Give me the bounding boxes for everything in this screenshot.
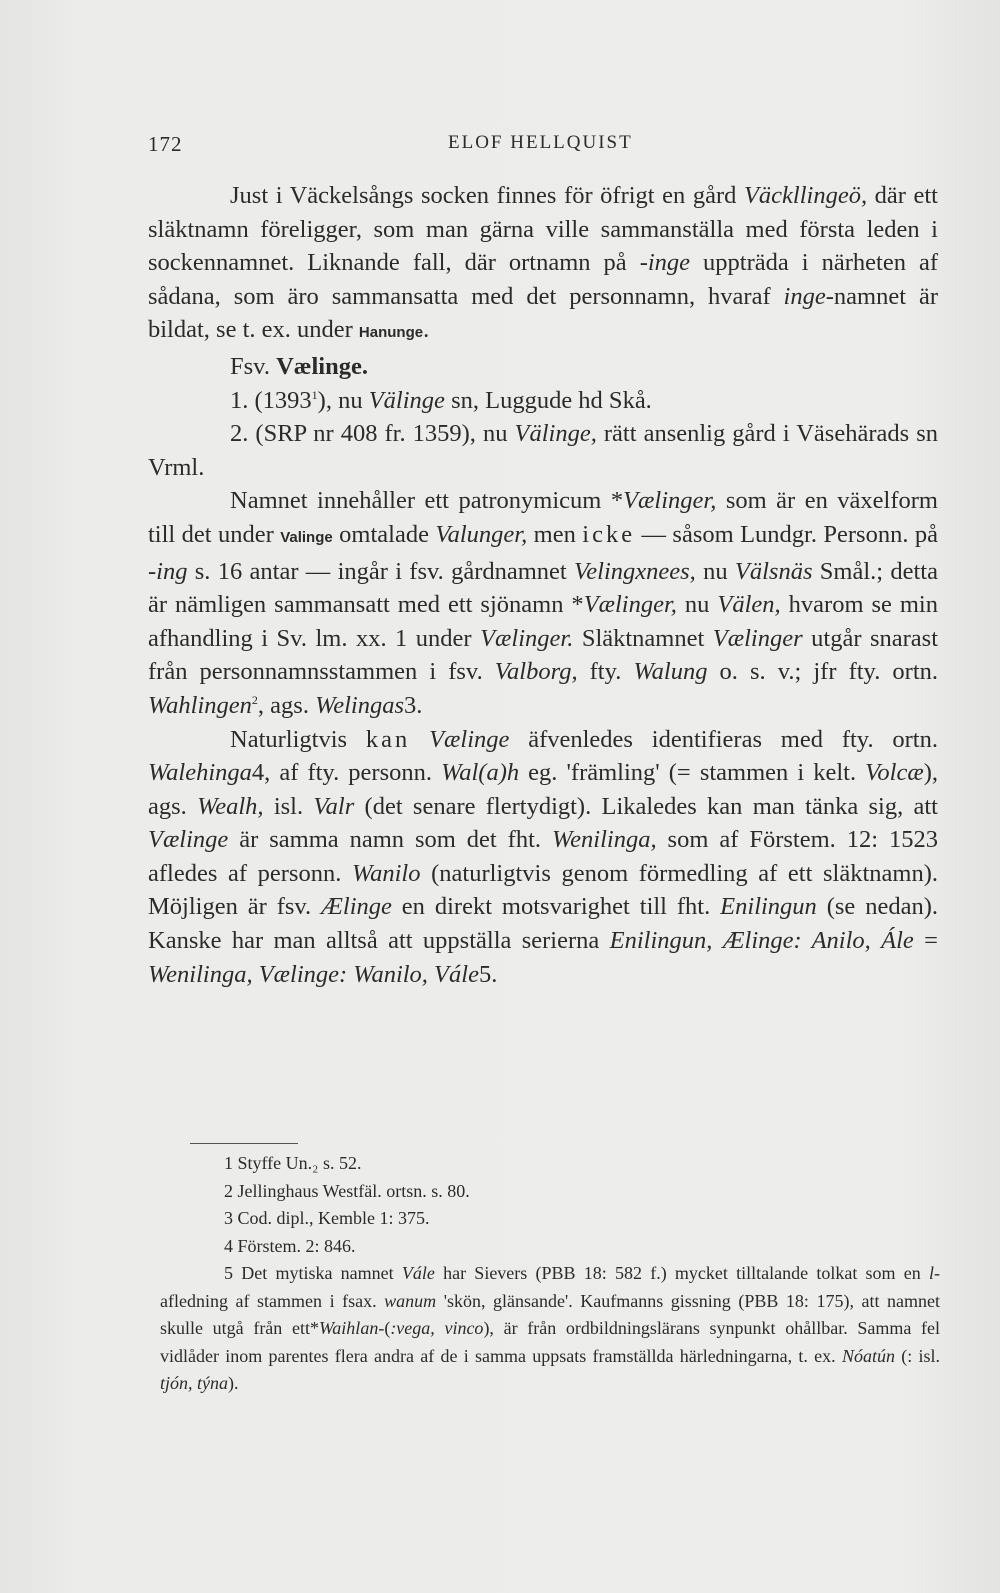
text-span: eg. 'främling' (= stammen i kelt. [519, 759, 866, 787]
italic-span: Vælinger, [583, 591, 677, 619]
italic-span: Nóatún [841, 1345, 895, 1366]
text-span: nu [695, 557, 735, 585]
italic-span: wanum [384, 1290, 437, 1311]
text-span: (: isl. [894, 1345, 940, 1366]
text-span: -namnet är bildat, se t. ex. under [148, 282, 938, 344]
italic-span: tjón, týna [160, 1373, 228, 1393]
text-span: nu [676, 591, 718, 619]
text-span: där ett släktnamn föreligger, som man gärna ville sammanställa med första leden i sockennamnet. Liknande fall, där ortnamn på [148, 182, 938, 277]
italic-span: Välsnäs [734, 557, 813, 585]
text-span: , ags. [257, 691, 316, 719]
page-number: 172 [148, 132, 183, 156]
text-span: s. 16 antar — ingår i fsv. gårdnamnet [187, 557, 575, 585]
cross-reference: Valinge [280, 528, 333, 546]
text-span: ). [228, 1373, 239, 1393]
text-span: 4, af fty. personn. [251, 759, 442, 787]
italic-span: Wenilinga, [551, 826, 657, 854]
italic-span: Valborg, [494, 658, 578, 686]
italic-span: Väckllingeö, [743, 182, 868, 209]
text-span: (det senare flertydigt). Likaledes kan man tänka sig, att [354, 792, 938, 820]
main-text [148, 179, 938, 991]
italic-span: Vále [401, 1263, 435, 1283]
text-span: 'skön, glänsande'. Kaufmanns gissning (PBB 18: 175), att namnet skulle utgå från ett* [160, 1290, 941, 1338]
text-span: hvarom se min afhandling i Sv. lm. xx. 1 under [148, 591, 938, 652]
text-span: har Sievers (PBB 18: 582 f.) mycket tilltalande tolkat som en [434, 1263, 929, 1283]
italic-span: Wenilinga, Vælinge: Wanilo, Vále [148, 960, 479, 988]
italic-span: Wahlingen [148, 691, 252, 719]
footnote-3: 3 Cod. dipl., Kemble 1: 375. [224, 1208, 430, 1228]
spaced-emphasis: kan [365, 725, 411, 753]
footnote-1: 1 Styffe Un.₂ s. 52. [224, 1153, 362, 1173]
paragraph-2 [148, 484, 938, 722]
italic-span: Enilingun [720, 893, 817, 921]
footnote-2: 2 Jellinghaus Westfäl. ortsn. s. 80. [224, 1180, 470, 1201]
text-span: Naturligtvis [230, 725, 366, 753]
text-span: uppträda i närheten af sådana, som äro sammansatta med det personnamn, hvaraf [148, 249, 938, 310]
italic-span: Ælinge [321, 893, 392, 921]
italic-span: Volcæ [865, 759, 924, 787]
italic-span: Vælinger. [480, 624, 574, 652]
italic-span: inge [783, 282, 826, 310]
text-span [410, 726, 429, 753]
italic-span: l [929, 1263, 935, 1283]
footnotes [160, 1150, 940, 1398]
text-span: utgår snarast från personnamnsstammen i fsv. [148, 624, 938, 686]
text-span: en direkt motsvarighet till fht. [391, 893, 721, 921]
entry-heading [148, 350, 938, 384]
text-span: 5. [478, 960, 498, 988]
text-span: o. s. v.; jfr fty. ortn. [707, 658, 938, 686]
text-span: = [913, 927, 938, 955]
text-span: Släktnamnet [573, 624, 713, 652]
text-span: ( [384, 1318, 391, 1338]
italic-span: Välinge, [514, 420, 597, 448]
text-span: som är en växelform till det under [148, 487, 938, 548]
italic-span: Vælinger, [623, 487, 717, 515]
text-span: är samma namn som det fht. [228, 826, 552, 854]
footnote-divider [190, 1143, 298, 1144]
text-span: Smål.; detta är nämligen sammansatt med ett sjönamn * [148, 557, 938, 619]
text-span: men [527, 520, 583, 548]
italic-span: Waihlan- [318, 1318, 385, 1338]
text-span: ), nu [317, 386, 369, 414]
text-span: isl. [263, 792, 314, 820]
italic-span: Vælinge [429, 725, 510, 753]
text-span: som af Förstem. 12: 1523 afledes af personn. [148, 826, 938, 887]
text-span: (naturligtvis genom förmedling af ett släktnamn). Möjligen är fsv. [148, 859, 938, 921]
text-span: — såsom Lundgr. Personn. på [635, 520, 939, 548]
footnote-ref: 1 [311, 387, 318, 402]
italic-span: Välen, [717, 591, 781, 619]
running-head: ELOF HELLQUIST [448, 132, 633, 153]
text-span: 5 Det mytiska namnet [224, 1263, 402, 1283]
entry-item-1 [148, 384, 938, 418]
italic-span: Enilingun, Ælinge: Anilo, Ále [609, 927, 914, 955]
italic-span: Velingxnees, [574, 557, 696, 585]
italic-span: Welingas [315, 691, 405, 719]
entry-item-2 [148, 417, 938, 484]
italic-span: Wealh, [197, 792, 264, 820]
italic-span: Walung [633, 658, 708, 686]
text-span: -afledning af stammen i fsax. [160, 1263, 941, 1311]
headword: Vælinge. [276, 352, 368, 380]
italic-span: Walehinga [148, 759, 252, 787]
cross-reference: Hanunge [358, 324, 424, 342]
page-header [148, 132, 938, 164]
italic-span: Wanilo [351, 859, 421, 887]
text-span: Namnet innehåller ett patronymicum * [230, 487, 624, 515]
text-span: ), ags. [148, 759, 938, 820]
text-span: omtalade [332, 520, 436, 548]
italic-span: -ing [148, 557, 188, 585]
footnote-5 [160, 1260, 940, 1398]
italic-span: Wal(a)h [441, 759, 520, 787]
paragraph-3 [148, 723, 938, 992]
footnote-4: 4 Förstem. 2: 846. [224, 1235, 356, 1256]
text-span: 2. (SRP nr 408 fr. 1359), nu [230, 420, 515, 448]
text-span: fty. [577, 658, 634, 686]
text-span: äfvenledes identifieras med fty. ortn. [509, 725, 938, 753]
italic-span: Välinge [368, 386, 445, 414]
italic-span: Vælinge [148, 826, 229, 854]
spaced-emphasis: icke [582, 520, 636, 548]
text-span: Fsv. [230, 352, 277, 380]
text-span: Just i Väckelsångs socken finnes för öfrigt en gård [230, 182, 744, 209]
footnote-ref: 2 [251, 692, 258, 707]
text-span: (se nedan). Kanske har man alltså att uppställa serierna [148, 893, 939, 955]
italic-span: Valr [313, 792, 355, 820]
italic-span: Valunger, [435, 520, 528, 548]
italic-span: :vega, vinco [390, 1318, 484, 1338]
text-span: 1. (1393 [230, 386, 312, 414]
text-span: ), är från ordbildningslärans synpunkt ohållbar. Samma fel vidlåder inom parentes flera andra af de i samma uppsats framställda härledningarna, t. ex. [160, 1318, 940, 1366]
text-span: rätt ansenlig gård i Väsehärads sn Vrml. [148, 420, 938, 481]
italic-span: Vælinger [712, 624, 803, 652]
text-span: . [423, 316, 430, 344]
paragraph-1 [148, 179, 938, 350]
text-span: 3. [404, 691, 423, 719]
italic-span: -inge [639, 249, 691, 277]
text-span: sn, Luggude hd Skå. [444, 386, 652, 414]
